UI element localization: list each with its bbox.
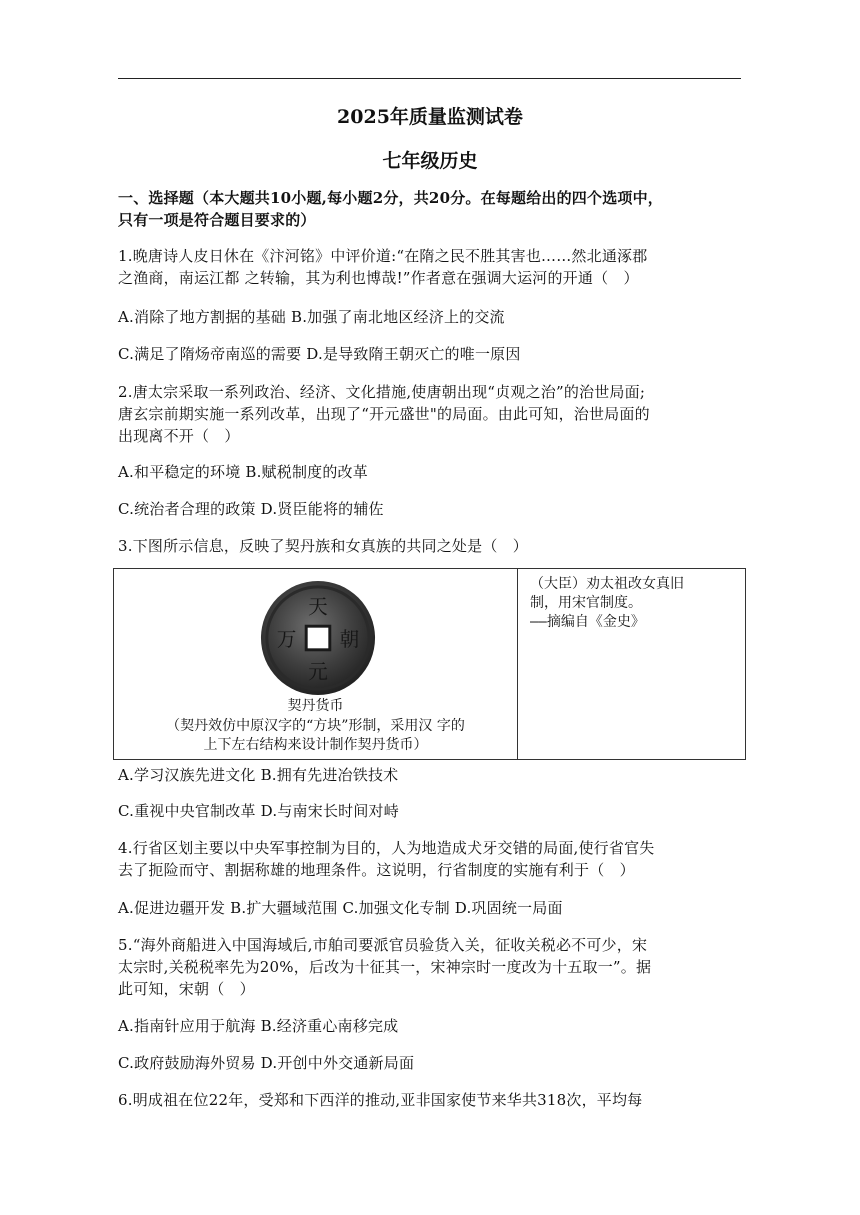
q4-stem-line2: 去了扼险而守、割据称雄的地理条件。这说明，行省制度的实施有利于（ ） bbox=[118, 861, 635, 879]
coin-caption-note-line1: （契丹效仿中原汉字的“方块”形制，采用汉 字的 bbox=[166, 718, 465, 734]
q1-stem-line2: 之渔商，南运江都 之转输，其为利也博哉!”作者意在强调大运河的开通（ ） bbox=[118, 269, 639, 287]
q5-options-ab: A.指南针应用于航海 B.经济重心南移完成 bbox=[118, 1017, 399, 1035]
q6-stem-line1: 6.明成祖在位22年，受郑和下西洋的推动,亚非国家使节来华共318次，平均每 bbox=[118, 1091, 643, 1109]
coin-char-bottom: 元 bbox=[308, 660, 328, 684]
q3-options-ab: A.学习汉族先进文化 B.拥有先进冶铁技术 bbox=[118, 766, 399, 784]
q1-options-cd: C.满足了隋炀帝南巡的需要 D.是导致隋王朝灭亡的唯一原因 bbox=[118, 345, 521, 363]
coin-caption-note-line2: 上下左右结构来设计制作契丹货币） bbox=[203, 737, 428, 753]
q3-figure-table bbox=[113, 568, 746, 760]
coin-char-left: 万 bbox=[276, 627, 297, 651]
coin-char-top: 天 bbox=[308, 595, 328, 619]
exam-subtitle: 七年级历史 bbox=[382, 150, 478, 172]
q1-options-ab: A.消除了地方割据的基础 B.加强了南北地区经济上的交流 bbox=[118, 308, 505, 326]
q2-options-cd: C.统治者合理的政策 D.贤臣能将的辅佐 bbox=[118, 500, 384, 518]
q3-options-cd: C.重视中央官制改革 D.与南宋长时间对峙 bbox=[118, 802, 399, 820]
jinshi-quote bbox=[530, 575, 740, 632]
q3-stem: 3.下图所示信息，反映了契丹族和女真族的共同之处是（ ） bbox=[118, 537, 528, 555]
q5-stem-line2: 太宗时,关税税率先为20%，后改为十征其一，宋神宗时一度改为十五取一”。据 bbox=[118, 958, 652, 976]
table-divider bbox=[517, 569, 518, 759]
q4-options: A.促进边疆开发 B.扩大疆域范围 C.加强文化专制 D.巩固统一局面 bbox=[118, 899, 563, 917]
quote-line2: 制，用宋官制度。 bbox=[530, 595, 642, 611]
quote-line1: （大臣）劝太祖改女真旧 bbox=[530, 576, 684, 592]
coin-char-right: 朝 bbox=[339, 627, 360, 651]
q2-options-ab: A.和平稳定的环境 B.赋税制度的改革 bbox=[118, 463, 368, 481]
q5-options-cd: C.政府鼓励海外贸易 D.开创中外交通新局面 bbox=[118, 1054, 415, 1072]
q2-stem-line1: 2.唐太宗采取一系列政治、经济、文化措施,使唐朝出现“贞观之治”的治世局面; bbox=[118, 383, 646, 401]
q5-stem-line3: 此可知，宋朝（ ） bbox=[118, 980, 255, 998]
exam-title: 2025年质量监测试卷 bbox=[337, 106, 523, 128]
coin-caption: 契丹货币 bbox=[287, 698, 344, 714]
q2-stem-line2: 唐玄宗前期实施一系列改革，出现了“开元盛世"的局面。由此可知，治世局面的 bbox=[118, 405, 650, 423]
q4-stem-line1: 4.行省区划主要以中央军事控制为目的，人为地造成犬牙交错的局面,使行省官失 bbox=[118, 839, 655, 857]
q2-stem-line3: 出现离不开（ ） bbox=[118, 427, 240, 445]
quote-source: ——摘编自《金史》 bbox=[530, 614, 645, 630]
section-heading-line1: 一、选择题（本大题共10小题,每小题2分，共20分。在每题给出的四个选项中， bbox=[118, 189, 664, 207]
khitan-coin-image bbox=[259, 579, 377, 697]
header-rule bbox=[118, 78, 741, 79]
section-heading-line2: 只有一项是符合题目要求的） bbox=[118, 211, 316, 229]
q1-stem-line1: 1.晚唐诗人皮日休在《汴河铭》中评价道:“在隋之民不胜其害也……然北通涿郡 bbox=[118, 247, 648, 265]
coin-square-hole bbox=[306, 626, 330, 650]
q5-stem-line1: 5.“海外商船进入中国海域后,市舶司要派官员验货入关，征收关税必不可少，宋 bbox=[118, 936, 648, 954]
